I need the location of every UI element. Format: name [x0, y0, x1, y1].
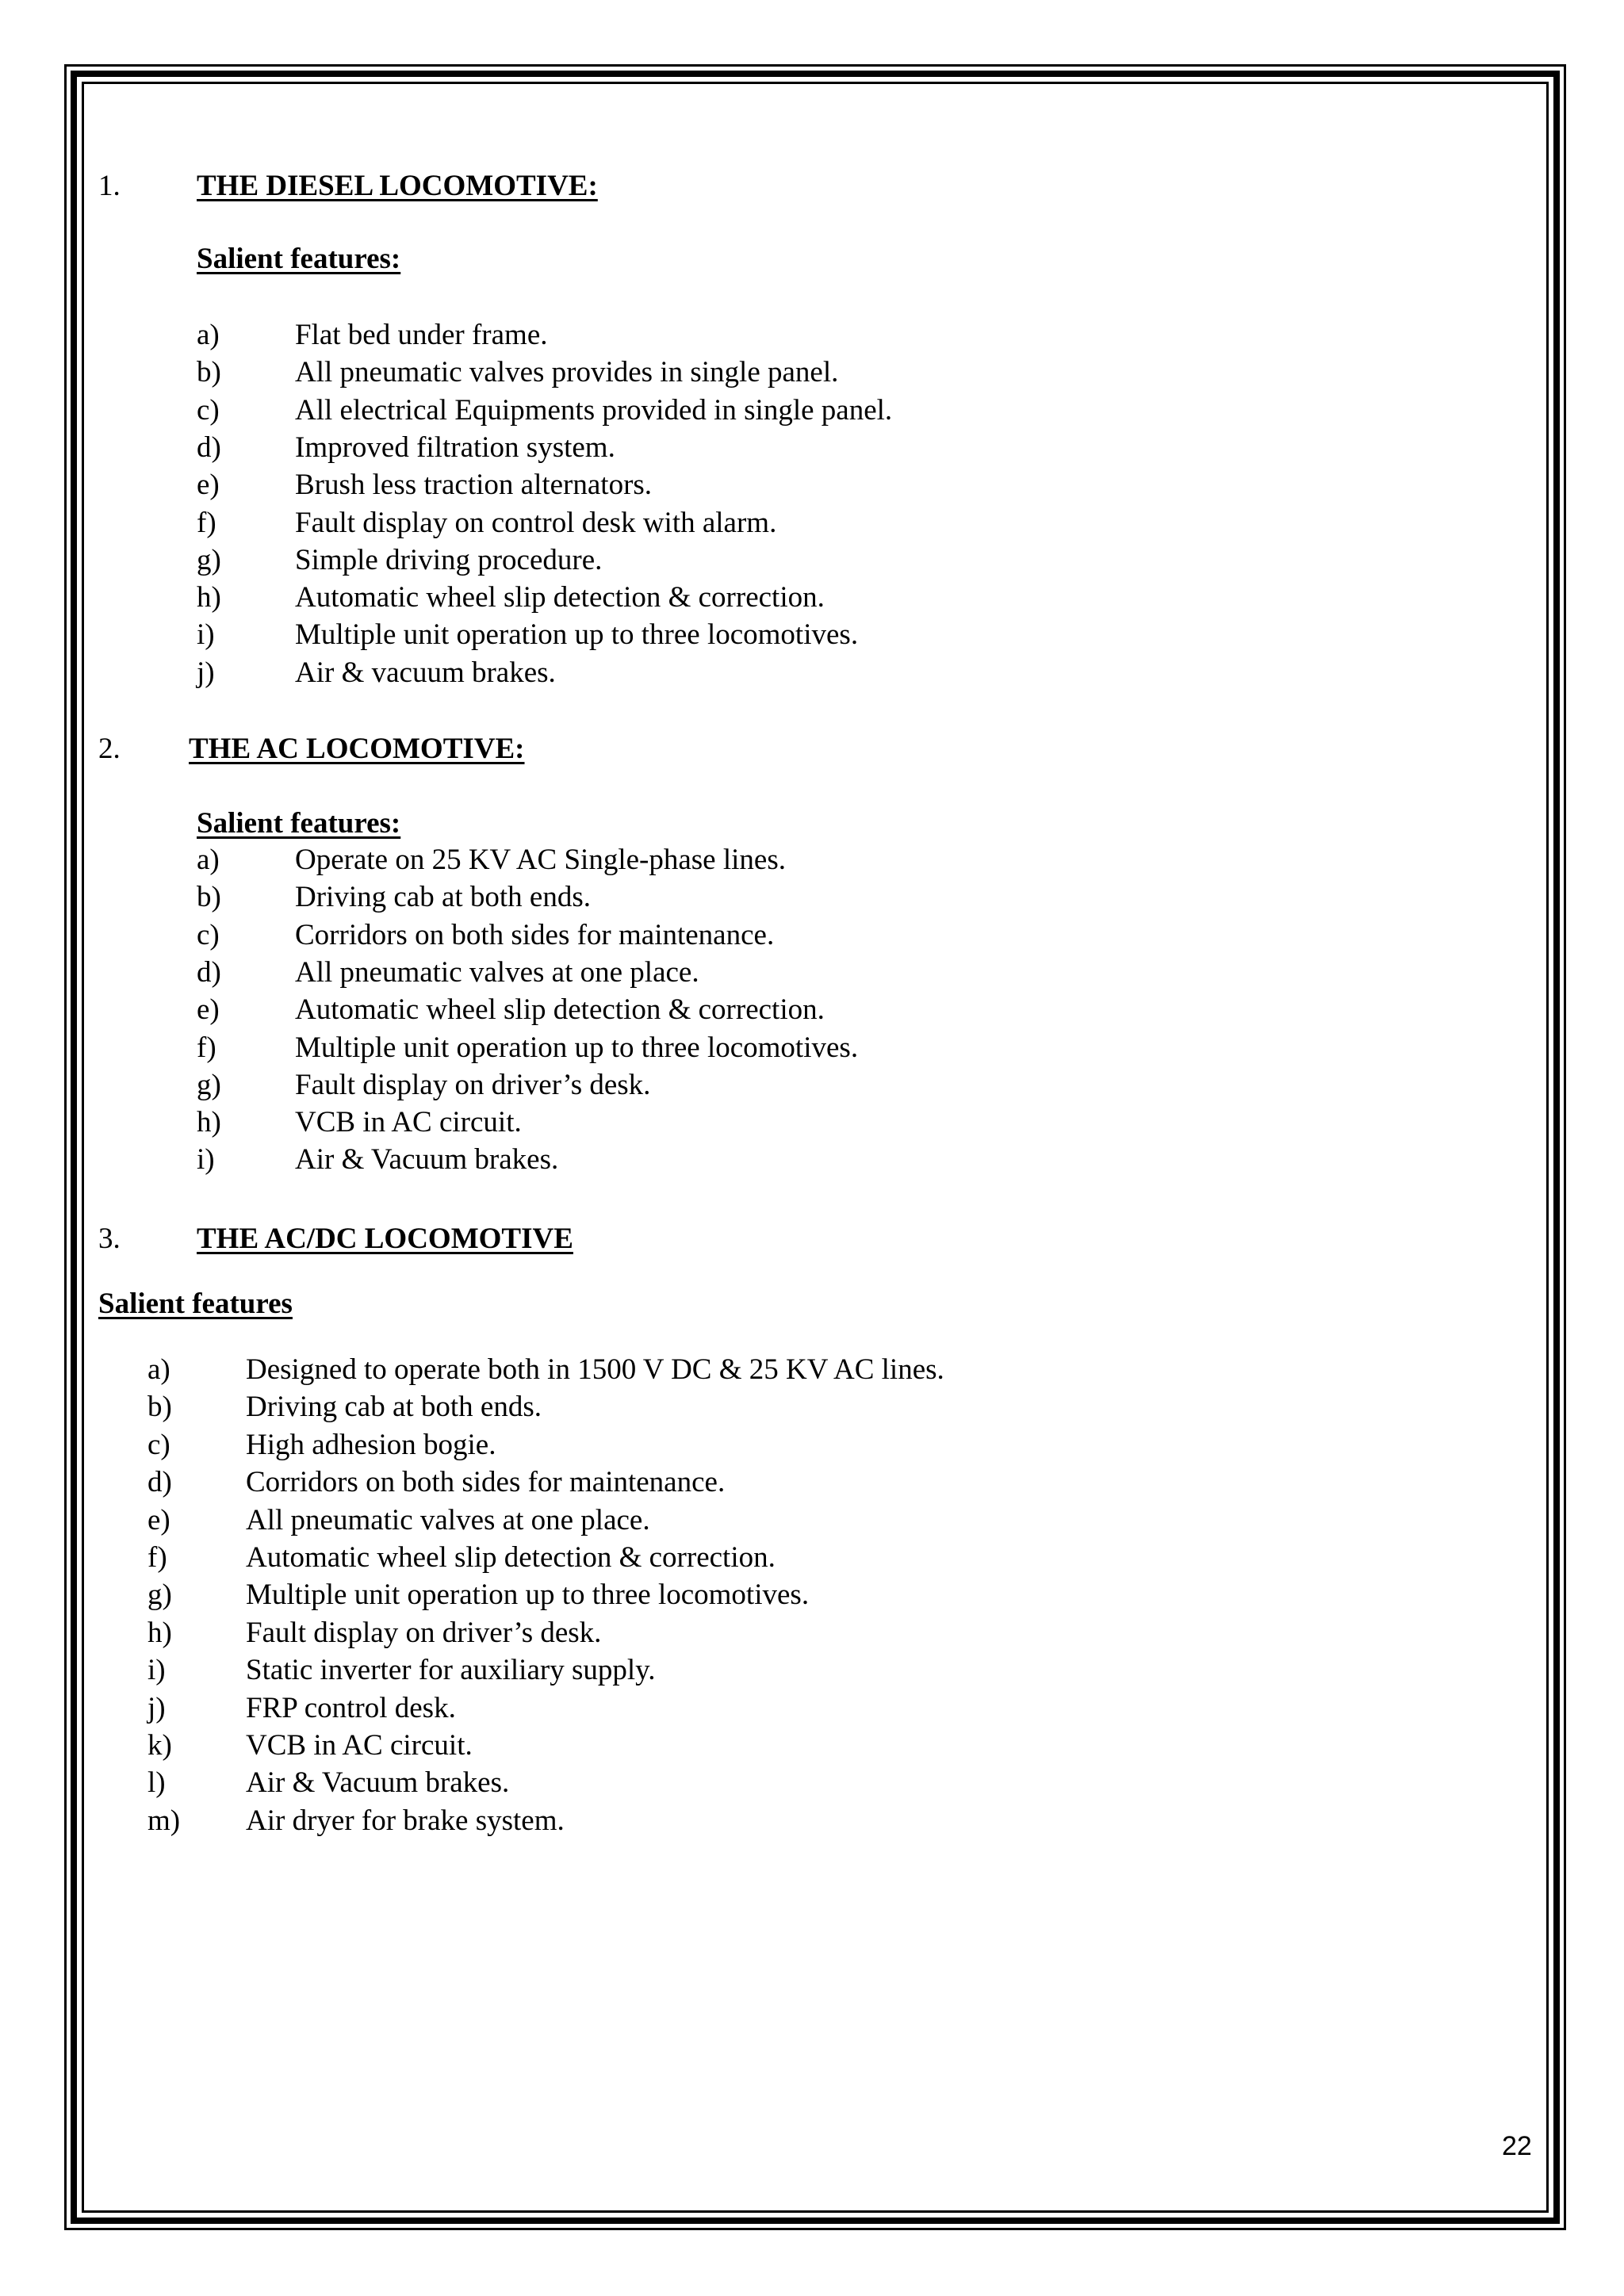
list-item-letter: a)	[147, 1353, 170, 1386]
list-item-text: Static inverter for auxiliary supply.	[246, 1654, 656, 1686]
section-2-number: 2.	[98, 733, 121, 765]
section-1-title: THE DIESEL LOCOMOTIVE:	[197, 170, 598, 202]
list-item-text: Driving cab at both ends.	[246, 1391, 542, 1423]
list-item-letter: g)	[197, 1069, 221, 1101]
list-item-letter: k)	[147, 1729, 172, 1762]
section-2-subheading: Salient features:	[197, 807, 401, 840]
list-item-text: Automatic wheel slip detection & correction.	[295, 581, 825, 614]
list-item-letter: e)	[197, 469, 220, 501]
section-1-subheading: Salient features:	[197, 243, 401, 275]
list-item-letter: f)	[197, 1031, 216, 1064]
list-item-letter: c)	[197, 919, 220, 951]
list-item-text: Fault display on driver’s desk.	[246, 1617, 602, 1649]
list-item-text: All electrical Equipments provided in single panel.	[295, 394, 893, 427]
list-item-letter: g)	[147, 1578, 172, 1611]
list-item-text: Air dryer for brake system.	[246, 1804, 565, 1837]
list-item-text: Multiple unit operation up to three locomotives.	[295, 618, 859, 651]
list-item-letter: f)	[197, 507, 216, 539]
list-item-text: Multiple unit operation up to three locomotives.	[295, 1031, 859, 1064]
list-item-letter: e)	[147, 1504, 170, 1536]
list-item-text: Fault display on driver’s desk.	[295, 1069, 651, 1101]
section-1-number: 1.	[98, 170, 121, 202]
list-item-text: Corridors on both sides for maintenance.	[246, 1466, 726, 1498]
list-item-letter: i)	[197, 618, 215, 651]
section-3-subheading: Salient features	[98, 1288, 293, 1320]
list-item-text: Driving cab at both ends.	[295, 881, 591, 913]
list-item-letter: a)	[197, 844, 220, 876]
list-item-text: Improved filtration system.	[295, 431, 615, 464]
list-item-text: VCB in AC circuit.	[295, 1106, 522, 1138]
list-item-text: Simple driving procedure.	[295, 544, 603, 576]
list-item-letter: b)	[197, 356, 221, 388]
list-item-text: Operate on 25 KV AC Single-phase lines.	[295, 844, 786, 876]
list-item-letter: d)	[147, 1466, 172, 1498]
list-item-text: Air & Vacuum brakes.	[246, 1766, 510, 1799]
list-item-text: VCB in AC circuit.	[246, 1729, 473, 1762]
section-3-number: 3.	[98, 1223, 121, 1255]
list-item-letter: f)	[147, 1541, 167, 1574]
list-item-letter: a)	[197, 319, 220, 351]
list-item-letter: e)	[197, 993, 220, 1026]
page-number: 22	[1502, 2131, 1532, 2161]
list-item-text: Flat bed under frame.	[295, 319, 548, 351]
list-item-text: High adhesion bogie.	[246, 1429, 496, 1461]
list-item-text: Multiple unit operation up to three locomotives.	[246, 1578, 810, 1611]
list-item-letter: d)	[197, 956, 221, 989]
list-item-text: Brush less traction alternators.	[295, 469, 653, 501]
list-item-letter: j)	[197, 656, 215, 689]
list-item-text: All pneumatic valves at one place.	[295, 956, 699, 989]
section-2-title: THE AC LOCOMOTIVE:	[189, 733, 525, 765]
list-item-letter: h)	[147, 1617, 172, 1649]
list-item-text: Fault display on control desk with alarm.	[295, 507, 777, 539]
list-item-letter: h)	[197, 1106, 221, 1138]
list-item-letter: b)	[197, 881, 221, 913]
list-item-letter: l)	[147, 1766, 166, 1799]
list-item-text: All pneumatic valves provides in single panel.	[295, 356, 839, 388]
section-3-title: THE AC/DC LOCOMOTIVE	[197, 1223, 573, 1255]
list-item-letter: g)	[197, 544, 221, 576]
list-item-letter: h)	[197, 581, 221, 614]
list-item-letter: i)	[147, 1654, 166, 1686]
list-item-letter: i)	[197, 1143, 215, 1176]
list-item-text: Automatic wheel slip detection & correction.	[295, 993, 825, 1026]
list-item-letter: j)	[147, 1692, 166, 1724]
list-item-letter: c)	[147, 1429, 170, 1461]
list-item-text: Air & Vacuum brakes.	[295, 1143, 559, 1176]
list-item-text: Corridors on both sides for maintenance.	[295, 919, 775, 951]
list-item-letter: b)	[147, 1391, 172, 1423]
list-item-letter: c)	[197, 394, 220, 427]
list-item-text: Designed to operate both in 1500 V DC & 25 KV AC lines.	[246, 1353, 944, 1386]
list-item-letter: d)	[197, 431, 221, 464]
list-item-text: Automatic wheel slip detection & correction.	[246, 1541, 776, 1574]
list-item-text: Air & vacuum brakes.	[295, 656, 556, 689]
list-item-text: All pneumatic valves at one place.	[246, 1504, 650, 1536]
list-item-text: FRP control desk.	[246, 1692, 456, 1724]
list-item-letter: m)	[147, 1804, 181, 1837]
